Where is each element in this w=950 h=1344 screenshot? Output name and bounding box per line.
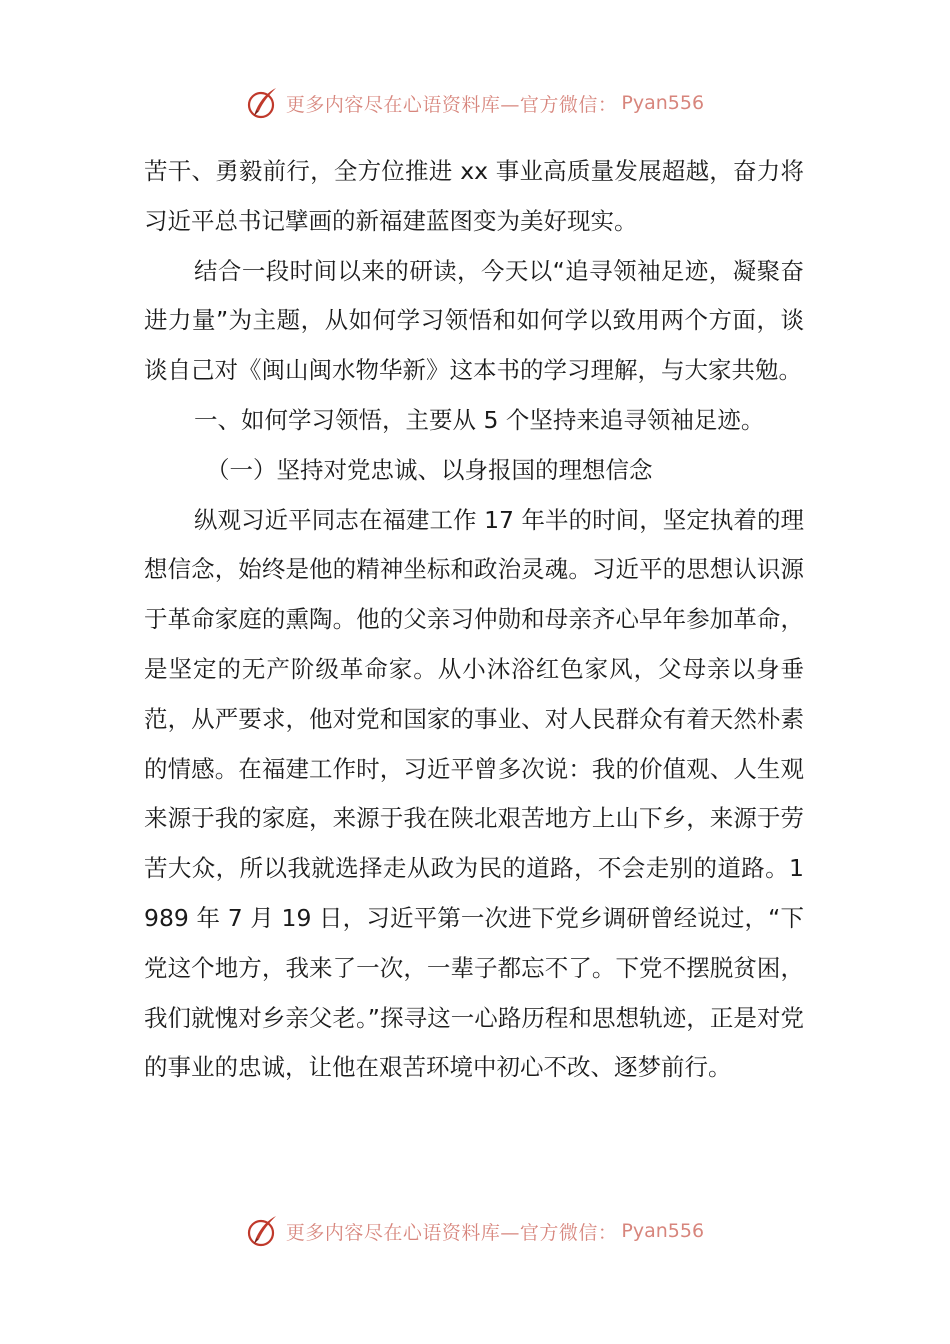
subsection-heading: （一）坚持对党忠诚、以身报国的理想信念 [206,455,653,484]
banner-wechat-id: Pyan556 [621,1220,705,1242]
quill-logo-icon [246,86,280,120]
quill-logo-icon [246,1214,280,1248]
section-heading: 一、如何学习领悟，主要从 5 个坚持来追寻领袖足迹。 [194,405,765,434]
banner-text: 更多内容尽在心语资料库—官方微信： [285,1221,618,1244]
document-body [144,147,804,1093]
banner-text: 更多内容尽在心语资料库—官方微信： [285,93,618,116]
header-banner [0,83,950,123]
paragraph-intro: 结合一段时间以来的研读，今天以“追寻领袖足迹，凝聚奋进力量”为主题，从如何学习领悟和如何学以致用两个方面，谈谈自己对《闽山闽水物华新》这本书的学习理解，与大家共勉。 [144,256,804,385]
banner-wechat-id: Pyan556 [621,92,705,114]
paragraph-continuation: 苦干、勇毅前行，全方位推进 xx 事业高质量发展超越，奋力将习近平总书记擘画的新福建蓝图变为美好现实。 [144,157,804,235]
paragraph-body: 纵观习近平同志在福建工作 17 年半的时间，坚定执着的理想信念，始终是他的精神坐标和政治灵魂。习近平的思想认识源于革命家庭的熏陶。他的父亲习仲勋和母亲齐心早年参加革命，是坚定的无产阶级革命家。从小沐浴红色家风，父母亲以身垂范，从严要求，他对党和国家的事业、对人民群众有着天然朴素的情感。在福建工作时，习近平曾多次说：我的价值观、人生观来源于我的家庭，来源于我在陕北艰苦地方上山下乡，来源于劳苦大众，所以我就选择走从政为民的道路，不会走别的道路。1989 年 7 月 19 日，习近平第一次进下党乡调研曾经说过，“下党这个地方，我来了一次，一辈子都忘不了。下党不摆脱贫困，我们就愧对乡亲父老。”探寻这一心路历程和思想轨迹，正是对党的事业的忠诚，让他在艰苦环境中初心不改、逐梦前行。 [144,505,804,1082]
footer-banner [0,1211,950,1251]
